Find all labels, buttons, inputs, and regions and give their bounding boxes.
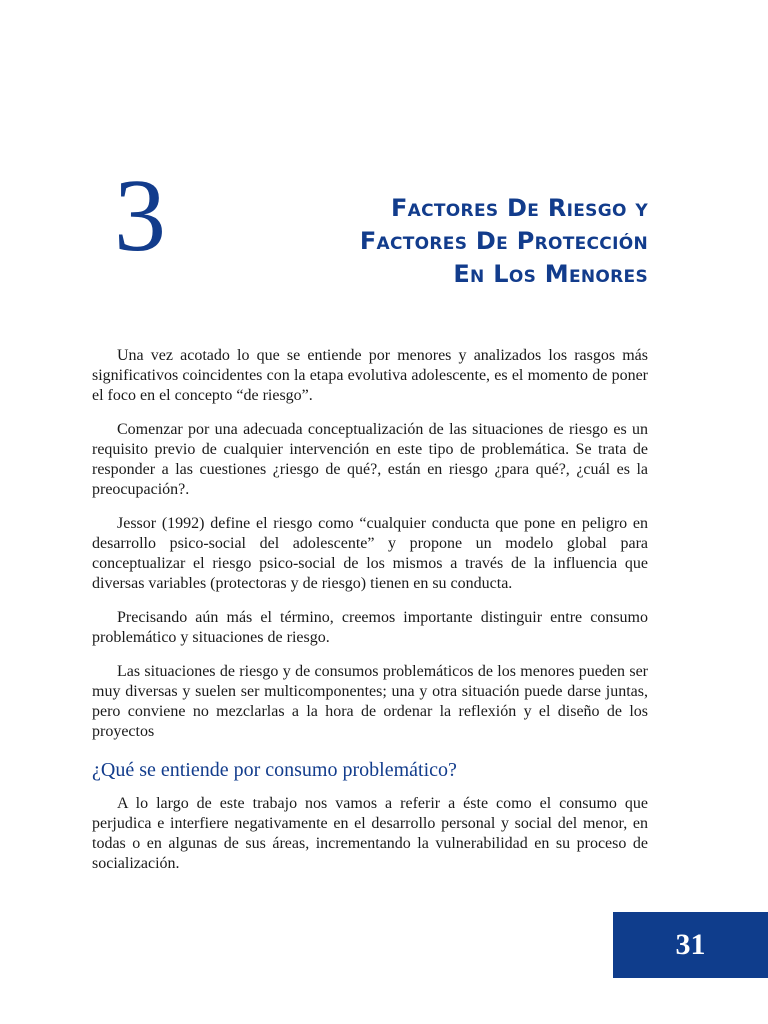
paragraph-distinction: Precisando aún más el término, creemos importante distinguir entre consumo problemático y situaciones de riesgo. (92, 609, 648, 646)
page-number-box (613, 912, 768, 978)
chapter-title (268, 192, 648, 291)
chapter-title-line-2: Factores De Protección (359, 227, 648, 255)
paragraph-jessor: Jessor (1992) define el riesgo como “cualquier conducta que pone en peligro en desarrollo psico-social del adolescente” y propone un modelo global para conceptualizar el riesgo psico-social de los mismos a través de la influencia que diversas variables (protectoras y de riesgo) tienen en su conducta. (92, 515, 648, 592)
paragraph-intro: Una vez acotado lo que se entiende por menores y analizados los rasgos más significativos coincidentes con la etapa evolutiva adolescente, es el momento de poner el foco en el concepto “de riesgo”. (92, 347, 648, 404)
chapter-number: 3 (114, 158, 166, 273)
page-number: 31 (675, 928, 706, 961)
paragraph-definition: A lo largo de este trabajo nos vamos a referir a éste como el consumo que perjudica e interfiere negativamente en el desarrollo personal y social del menor, en todas o en algunas de sus áreas, incrementando la vulnerabilidad en su proceso de socialización. (92, 795, 648, 872)
paragraph-situations: Las situaciones de riesgo y de consumos problemáticos de los menores pueden ser muy diversas y suelen ser multicomponentes; una y otra situación puede darse juntas, pero conviene no mezclarlas a la hora de ordenar la reflexión y el diseño de los proyectos (92, 663, 648, 740)
body-text (92, 346, 648, 888)
section-heading: ¿Qué se entiende por consumo problemático? (92, 759, 457, 781)
paragraph-conceptualization: Comenzar por una adecuada conceptualización de las situaciones de riesgo es un requisito previo de cualquier intervención en este tipo de problemática. Se trata de responder a las cuestiones ¿riesgo de qué?, están en riesgo ¿para qué?, ¿cuál es la preocupación?. (92, 421, 648, 498)
chapter-title-line-1: Factores De Riesgo y (390, 194, 648, 222)
chapter-title-line-3: En Los Menores (453, 260, 648, 288)
